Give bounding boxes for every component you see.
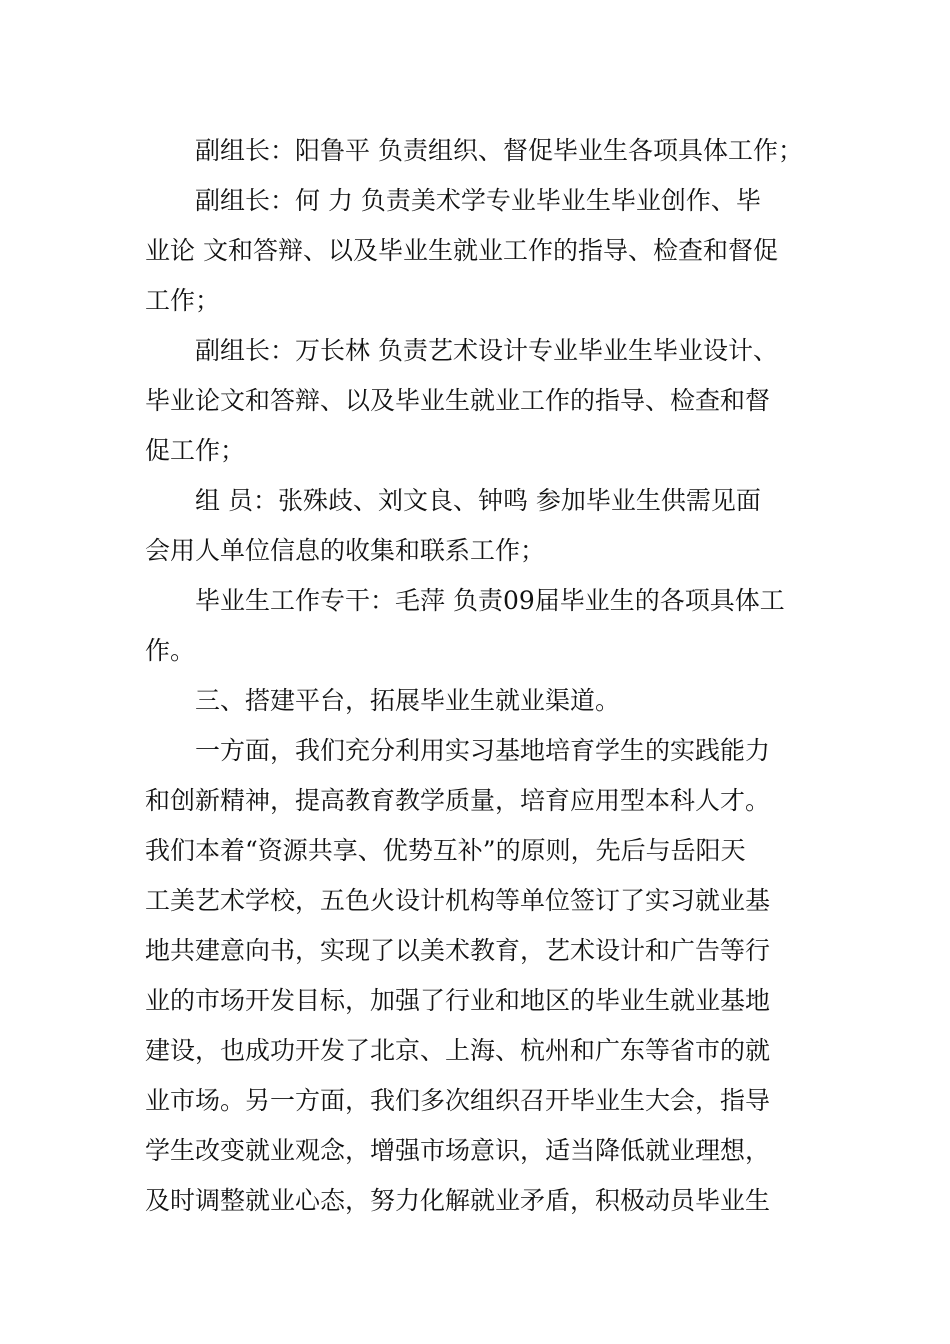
- section-heading: 三、搭建平台，拓展毕业生就业渠道。: [195, 686, 621, 715]
- text-line: 副组长：何 力 负责美术学专业毕业生毕业创作、毕: [195, 186, 761, 215]
- text-line: 建设，也成功开发了北京、上海、杭州和广东等省市的就: [145, 1036, 771, 1065]
- text-line: 组 员：张殊歧、刘文良、钟鸣 参加毕业生供需见面: [195, 486, 761, 515]
- text-line: 地共建意向书，实现了以美术教育，艺术设计和广告等行: [145, 936, 771, 965]
- text-line: 我们本着“资源共享、优势互补”的原则，先后与岳阳天: [145, 836, 746, 865]
- text-line: 副组长：阳鲁平 负责组织、督促毕业生各项具体工作；: [195, 136, 803, 165]
- text-line: 和创新精神，提高教育教学质量，培育应用型本科人才。: [145, 786, 771, 815]
- text-line: 业市场。另一方面，我们多次组织召开毕业生大会，指导: [145, 1086, 771, 1115]
- text-line: 及时调整就业心态，努力化解就业矛盾，积极动员毕业生: [145, 1186, 771, 1215]
- text-line: 一方面，我们充分利用实习基地培育学生的实践能力: [195, 736, 771, 765]
- text-line: 业论 文和答辩、以及毕业生就业工作的指导、检查和督促: [145, 236, 778, 265]
- document-body: [145, 126, 810, 1226]
- text-line: 毕业生工作专干：毛萍 负责09届毕业生的各项具体工: [195, 586, 785, 615]
- text-line: 学生改变就业观念，增强市场意识，适当降低就业理想，: [145, 1136, 771, 1165]
- text-line: 副组长：万长林 负责艺术设计专业毕业生毕业设计、: [195, 336, 778, 365]
- text-line: 毕业论文和答辩、以及毕业生就业工作的指导、检查和督: [145, 386, 771, 415]
- text-line: 促工作；: [145, 436, 246, 465]
- text-line: 作。: [145, 636, 196, 665]
- text-line: 工美艺术学校，五色火设计机构等单位签订了实习就业基: [145, 886, 771, 915]
- text-line: 会用人单位信息的收集和联系工作；: [145, 536, 546, 565]
- text-line: 业的市场开发目标，加强了行业和地区的毕业生就业基地: [145, 986, 771, 1015]
- text-line: 工作；: [145, 286, 221, 315]
